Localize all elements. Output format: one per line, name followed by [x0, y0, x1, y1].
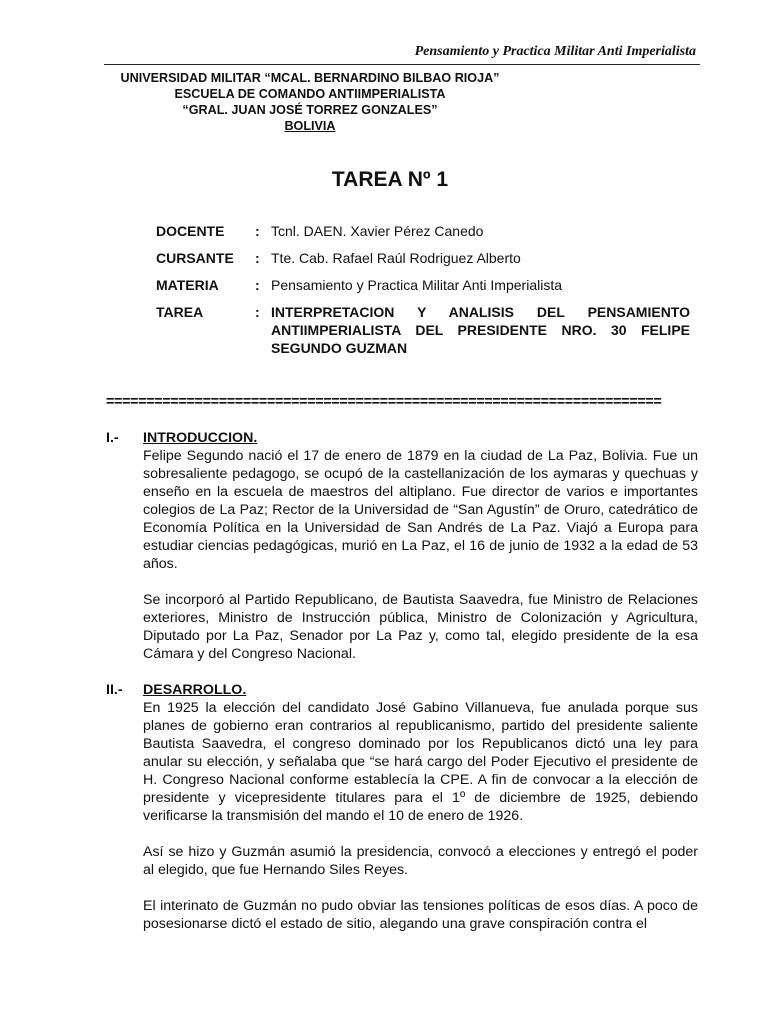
meta-label: MATERIA — [156, 277, 219, 293]
institution-line-2: ESCUELA DE COMANDO ANTIIMPERIALISTA — [174, 87, 446, 101]
section-number: II.- — [106, 682, 123, 698]
paragraph: En 1925 la elección del candidato José Gabino Villanueva, fue anulada porque sus planes de gobierno eran contrarios al republicanismo, partido del presidente saliente Bautista Saavedra, el congreso dominado por los Republicanos dictó una ley para anular su elección, y señalaba que “se hará cargo del Poder Ejecutivo el presidente de H. Congreso Nacional conforme establecía la CPE. A fin de convocar a la elección de presidente y vicepresidente titulares para el 1º de diciembre de 1925, debiendo verificarse la transmisión del mando el 10 de enero de 1926. — [143, 700, 698, 824]
institution-line-3: “GRAL. JUAN JOSÉ TORREZ GONZALES” — [182, 103, 438, 117]
institution-country: BOLIVIA — [284, 119, 336, 133]
meta-row-cursante — [156, 249, 690, 276]
meta-row-materia — [156, 276, 690, 303]
institution-block — [0, 70, 620, 134]
section-number: I.- — [106, 430, 119, 446]
metadata-table — [156, 222, 690, 357]
meta-row-tarea — [156, 303, 690, 357]
divider-line: ===================================================================== — [106, 394, 662, 410]
document-title: TAREA Nº 1 — [331, 168, 449, 191]
section-heading — [106, 681, 698, 699]
meta-value: Pensamiento y Practica Militar Anti Imperialista — [271, 277, 562, 293]
meta-colon: : — [255, 250, 260, 266]
meta-value: Tcnl. DAEN. Xavier Pérez Canedo — [271, 223, 484, 239]
institution-line-1: UNIVERSIDAD MILITAR “MCAL. BERNARDINO BILBAO RIOJA” — [120, 71, 500, 85]
meta-colon: : — [255, 223, 260, 239]
meta-colon: : — [255, 277, 260, 293]
section-title: DESARROLLO. — [143, 682, 247, 698]
paragraph: Así se hizo y Guzmán asumió la presidencia, convocó a elecciones y entregó el poder al elegido, que fue Hernando Siles Reyes. — [143, 844, 698, 878]
meta-label: TAREA — [156, 304, 204, 320]
paragraph: Se incorporó al Partido Republicano, de Bautista Saavedra, fue Ministro de Relaciones exteriores, Ministro de Instrucción pública, Ministro de Colonización y Agricultura, Diputado por La Paz, Senador por La Paz y, como tal, elegido presidente de la esa Cámara y del Congreso Nacional. — [143, 592, 698, 662]
section-body — [143, 699, 698, 933]
section-heading — [106, 429, 698, 447]
running-header: Pensamiento y Practica Militar Anti Imperialista — [414, 44, 696, 59]
section-introduccion — [106, 429, 698, 681]
section-title: INTRODUCCION. — [143, 430, 258, 446]
section-desarrollo — [106, 681, 698, 951]
header-rule — [104, 64, 700, 65]
meta-label: DOCENTE — [156, 223, 225, 239]
meta-value: INTERPRETACION Y ANALISIS DEL PENSAMIENTO ANTIIMPERIALISTA DEL PRESIDENTE NRO. 30 FELIPE SEGUNDO GUZMAN — [271, 304, 690, 356]
paragraph: Felipe Segundo nació el 17 de enero de 1879 en la ciudad de La Paz, Bolivia. Fue un sobresaliente pedagogo, se ocupó de la castellanización de los aymaras y quechuas y enseño en la escuela de maestros del altiplano. Fue director de varios e importantes colegios de La Paz; Rector de la Universidad de “San Agustín” de Oruro, catedrático de Economía Política en la Universidad de San Andrés de La Paz. Viajó a Europa para estudiar ciencias pedagógicas, murió en La Paz, el 16 de junio de 1932 a la edad de 53 años. — [143, 448, 698, 572]
meta-value: Tte. Cab. Rafael Raúl Rodriguez Alberto — [271, 250, 521, 266]
meta-colon: : — [255, 304, 260, 320]
section-body — [143, 447, 698, 663]
meta-row-docente — [156, 222, 690, 249]
paragraph: El interinato de Guzmán no pudo obviar las tensiones políticas de esos días. A poco de posesionarse dictó el estado de sitio, alegando una grave conspiración contra el — [143, 898, 698, 932]
meta-label: CURSANTE — [156, 250, 234, 266]
